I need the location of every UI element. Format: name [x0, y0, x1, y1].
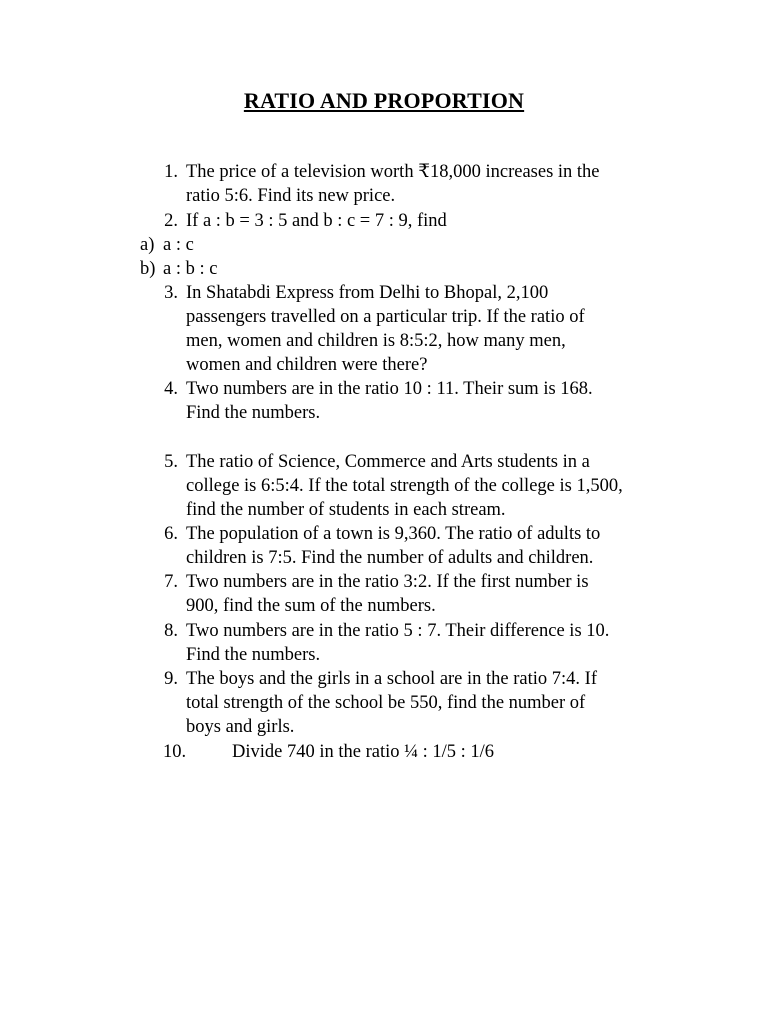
item-text: Find the numbers. — [186, 403, 321, 423]
item-number: 4. — [164, 379, 178, 399]
item-number: 5. — [164, 452, 178, 472]
item-number: 1. — [164, 162, 178, 182]
item-number: 8. — [164, 621, 178, 641]
item-text: ratio 5:6. Find its new price. — [186, 186, 396, 206]
sub-item-text: a : c — [163, 235, 194, 255]
item-number: 2. — [164, 211, 178, 231]
item-text: women and children were there? — [186, 355, 428, 375]
item-text: Divide 740 in the ratio ¼ : 1/5 : 1/6 — [232, 742, 495, 762]
item-text: The ratio of Science, Commerce and Arts students in a — [186, 452, 590, 472]
item-text: The boys and the girls in a school are in the ratio 7:4. If — [186, 669, 598, 689]
page-title: RATIO AND PROPORTION — [243, 88, 525, 113]
item-number: 7. — [164, 572, 178, 592]
item-text: boys and girls. — [186, 717, 295, 737]
item-text: Two numbers are in the ratio 5 : 7. Their difference is 10. — [186, 621, 610, 641]
sub-item-label: a) — [140, 235, 155, 255]
item-text: passengers travelled on a particular trip. If the ratio of — [186, 307, 585, 327]
item-text: total strength of the school be 550, find the number of — [186, 693, 586, 713]
item-text: Two numbers are in the ratio 3:2. If the first number is — [186, 572, 589, 592]
item-number: 6. — [164, 524, 178, 544]
item-text: In Shatabdi Express from Delhi to Bhopal, 2,100 — [186, 283, 549, 303]
sub-item-label: b) — [140, 259, 156, 279]
sub-item-text: a : b : c — [163, 259, 218, 279]
item-text: Two numbers are in the ratio 10 : 11. Their sum is 168. — [186, 379, 593, 399]
item-number: 10. — [163, 742, 187, 762]
item-text: The price of a television worth ₹18,000 increases in the — [186, 162, 600, 182]
item-text: find the number of students in each stream. — [186, 500, 506, 520]
item-text: children is 7:5. Find the number of adults and children. — [186, 548, 594, 568]
item-text: Find the numbers. — [186, 645, 321, 665]
item-text: 900, find the sum of the numbers. — [186, 596, 436, 616]
item-text: If a : b = 3 : 5 and b : c = 7 : 9, find — [186, 211, 447, 231]
item-number: 9. — [164, 669, 178, 689]
item-text: men, women and children is 8:5:2, how many men, — [186, 331, 566, 351]
item-text: The population of a town is 9,360. The ratio of adults to — [186, 524, 601, 544]
item-text: college is 6:5:4. If the total strength of the college is 1,500, — [186, 476, 623, 496]
item-number: 3. — [164, 283, 178, 303]
